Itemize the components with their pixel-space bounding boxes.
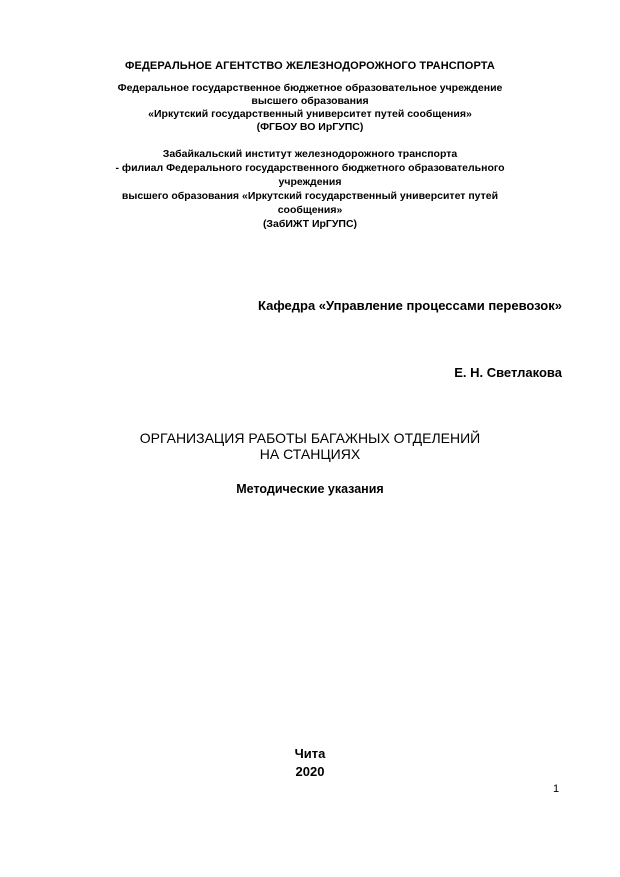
university-line-2: высшего образования xyxy=(251,95,369,107)
university-line-1: Федеральное государственное бюджетное образовательное учреждение xyxy=(117,82,503,94)
university-line-3: «Иркутский государственный университет путей сообщения» xyxy=(148,108,472,120)
document-subtitle: Методические указания xyxy=(236,482,384,496)
branch-line-3: учреждения xyxy=(278,176,342,188)
department-name: Кафедра «Управление процессами перевозок» xyxy=(258,298,562,313)
agency-name: ФЕДЕРАЛЬНОЕ АГЕНТСТВО ЖЕЛЕЗНОДОРОЖНОГО ТРАНСПОРТА xyxy=(125,60,495,72)
branch-line-5: сообщения» xyxy=(277,204,343,216)
branch-line-6: (ЗабИЖТ ИрГУПС) xyxy=(262,218,358,230)
page-number: 1 xyxy=(553,783,560,795)
branch-line-4: высшего образования «Иркутский государственный университет путей xyxy=(121,190,499,202)
branch-line-1: Забайкальский институт железнодорожного транспорта xyxy=(162,148,458,160)
document-title-line-2: НА СТАНЦИЯХ xyxy=(259,446,361,462)
branch-line-2: - филиал Федерального государственного бюджетного образовательного xyxy=(115,162,505,174)
document-title-line-1: ОРГАНИЗАЦИЯ РАБОТЫ БАГАЖНЫХ ОТДЕЛЕНИЙ xyxy=(139,430,481,446)
publication-year: 2020 xyxy=(295,764,325,779)
publication-city: Чита xyxy=(294,746,326,761)
university-line-4: (ФГБОУ ВО ИрГУПС) xyxy=(256,121,364,133)
author-name: Е. Н. Светлакова xyxy=(454,365,562,380)
